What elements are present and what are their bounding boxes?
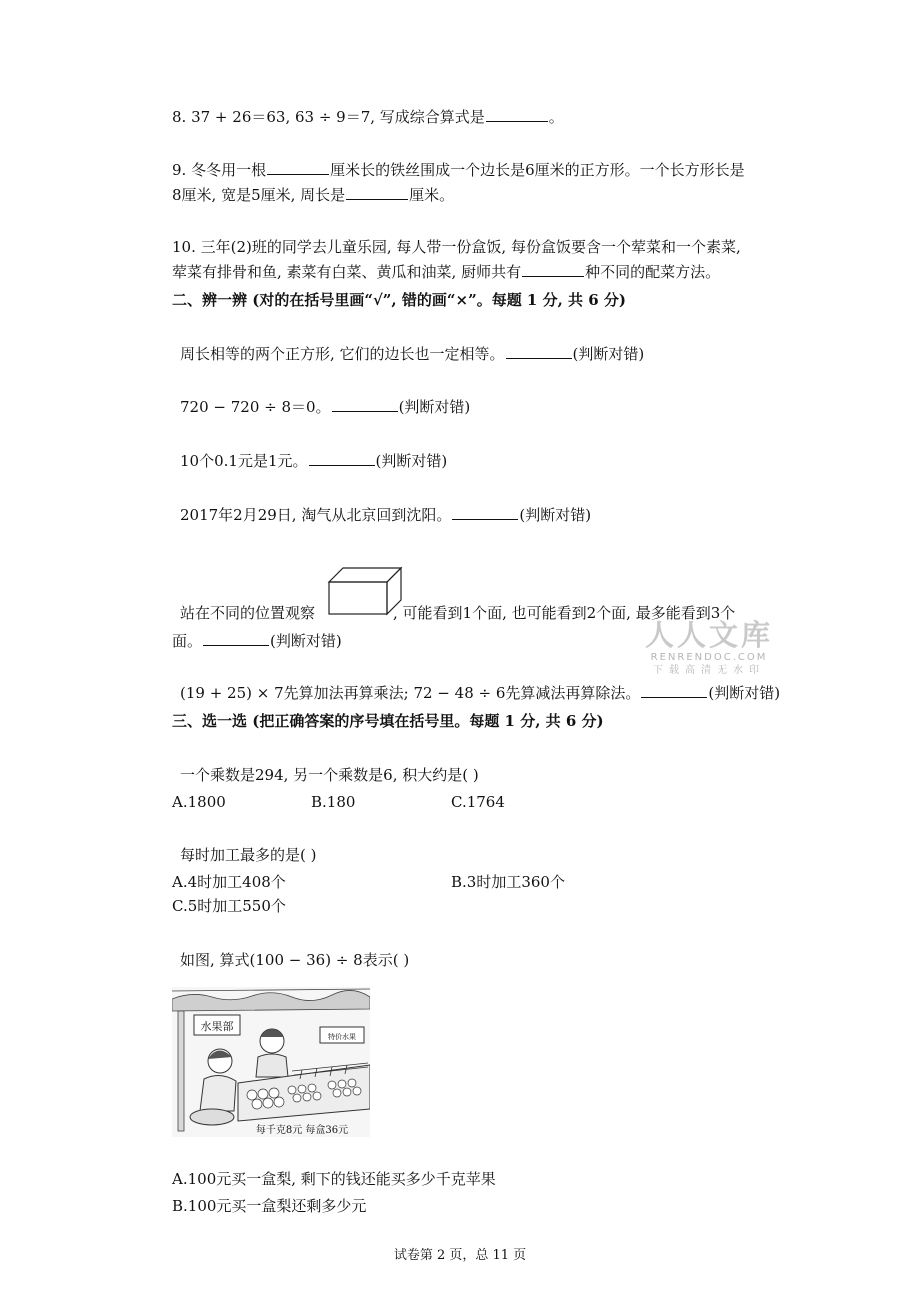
choice-question-1: 一个乘数是294, 另一个乘数是6, 积大约是( ) [180,766,479,784]
watermark-main-text: 人人文库 [645,618,774,652]
answer-blank[interactable] [486,108,548,122]
shop-sign-text: 水果部 [200,1020,234,1033]
question-8-text: 8. 37 + 26＝63, 63 ÷ 9＝7, 写成综合算式是 [172,108,485,126]
judge-item-5-line-1: 站在不同的位置观察 , 可能看到1个面, 也可能看到2个面, 最多能看到3个 [180,604,736,622]
judge-item-4: 2017年2月29日, 淘气从北京回到沈阳。 (判断对错) [180,506,592,524]
choice-3-option-a[interactable]: A.100元买一盒梨, 剩下的钱还能买多少千克苹果 [172,1170,496,1188]
judge-item-3: 10个0.1元是1元。 (判断对错) [180,452,448,470]
question-9-line-1: 9. 冬冬用一根 厘米长的铁丝围成一个边长是6厘米的正方形。一个长方形长是 [172,161,745,179]
choice-2-option-c[interactable]: C.5时加工550个 [172,897,286,915]
cuboid-figure [327,566,403,616]
answer-blank[interactable] [203,632,269,646]
judge-item-1: 周长相等的两个正方形, 它们的边长也一定相等。 (判断对错) [180,345,645,363]
answer-blank[interactable] [641,684,707,698]
choice-3-option-b[interactable]: B.100元买一盒梨还剩多少元 [172,1197,367,1215]
price-label-text: 每千克8元 每盒36元 [255,1125,349,1136]
judge-item-5-line-2: 面。 (判断对错) [172,632,342,650]
judge-item-6: (19 + 25) × 7先算加法再算乘法; 72 − 48 ÷ 6先算减法再算除法。 (判断对错) [180,684,781,702]
answer-blank[interactable] [522,263,584,277]
answer-blank[interactable] [346,186,408,200]
choice-question-3: 如图, 算式(100 − 36) ÷ 8表示( ) [180,951,410,969]
answer-blank[interactable] [309,452,375,466]
judge-item-2: 720 − 720 ÷ 8＝0。 (判断对错) [180,398,471,416]
watermark-en-text: RENRENDOC.COM [650,652,768,663]
question-10-line-2: 荤菜有排骨和鱼, 素菜有白菜、黄瓜和油菜, 厨师共有 种不同的配菜方法。 [172,263,721,281]
choice-question-2: 每时加工最多的是( ) [180,846,317,864]
question-9-line-2: 8厘米, 宽是5厘米, 周长是 厘米。 [172,186,455,204]
page-footer: 试卷第 2 页，总 11 页 [393,1248,527,1263]
question-8: 8. 37 + 26＝63, 63 ÷ 9＝7, 写成综合算式是 。 [172,108,564,126]
answer-blank[interactable] [452,506,518,520]
fruit-market-illustration [172,987,370,1137]
choice-1-option-a[interactable]: A.1800 [172,793,226,811]
watermark-logo [645,618,773,678]
watermark-cn-text: 下载高清无水印 [653,665,765,676]
choice-2-option-b[interactable]: B.3时加工360个 [451,873,565,891]
answer-blank[interactable] [506,345,572,359]
answer-blank[interactable] [332,398,398,412]
choice-1-option-c[interactable]: C.1764 [451,793,505,811]
answer-blank[interactable] [267,161,329,175]
section-2-heading: 二、辨一辨 (对的在括号里画“√”, 错的画“×”。每题 1 分, 共 6 分) [172,291,627,309]
choice-1-option-b[interactable]: B.180 [311,793,356,811]
question-10-line-1: 10. 三年(2)班的同学去儿童乐园, 每人带一份盒饭, 每份盒饭要含一个荤菜和一个素菜, [172,238,741,256]
section-3-heading: 三、选一选 (把正确答案的序号填在括号里。每题 1 分, 共 6 分) [172,712,604,730]
special-sign-text: 特价水果 [328,1033,356,1041]
choice-2-option-a[interactable]: A.4时加工408个 [172,873,286,891]
